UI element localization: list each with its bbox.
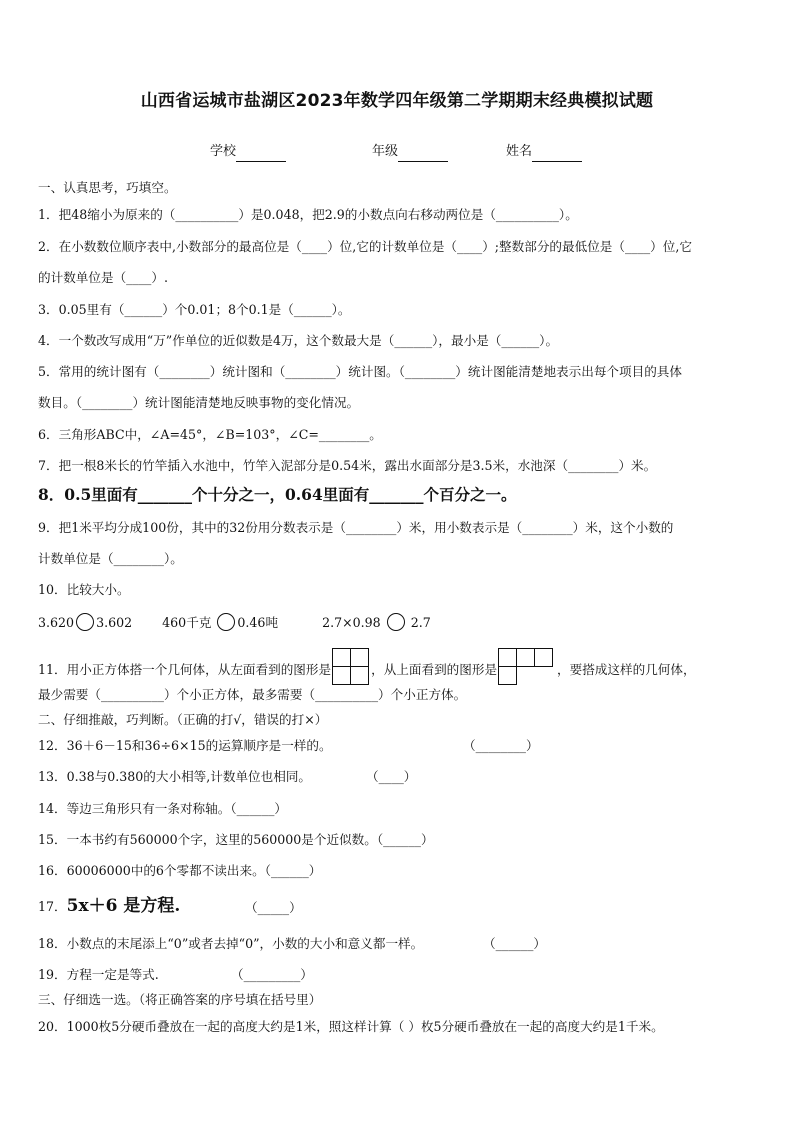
- question-12-text: 12．36＋6－15和36÷6×15的运算顺序是一样的。: [38, 738, 332, 753]
- question-2-line-1: 2．在小数数位顺序表中,小数部分的最高位是（____）位,它的计数单位是（____）;整数部分的最低位是（____）位,它: [38, 239, 692, 254]
- question-9-line-1: 9．把1米平均分成100份，其中的32份用分数表示是（________）米，用小数表示是（________）米，这个小数的: [38, 520, 674, 535]
- compare-a-left: 3.620: [38, 615, 75, 630]
- question-17-expression: 5x＋6 是方程.: [66, 896, 181, 916]
- name-field: [506, 140, 582, 162]
- school-field: [210, 140, 286, 162]
- compare-c-left: 2.7×0.98: [322, 615, 381, 630]
- question-11-part-1: 11．用小正方体搭一个几何体，从左面看到的图形是: [38, 662, 332, 677]
- question-11-part-3: ，要搭成这样的几何体，: [557, 662, 696, 677]
- question-2-line-2: 的计数单位是（____）.: [38, 270, 168, 285]
- question-13: [38, 769, 768, 785]
- question-18: [38, 936, 768, 952]
- question-17: [38, 898, 768, 915]
- section-1-heading: 一、认真思考，巧填空。: [38, 180, 177, 195]
- compare-c-circle[interactable]: [387, 613, 405, 631]
- question-11-line-1: [38, 648, 768, 686]
- compare-b-right: 0.46吨: [237, 615, 279, 630]
- question-17-answer[interactable]: （_____）: [245, 900, 302, 915]
- compare-a-right: 3.602: [96, 615, 133, 630]
- question-15: 15．一本书约有560000个字，这里的560000是个近似数。（______）: [38, 832, 434, 847]
- school-blank[interactable]: [236, 146, 286, 162]
- question-11-part-2: ，从上面看到的图形是: [371, 662, 498, 677]
- question-8: 8．0.5里面有_______个十分之一，0.64里面有_______个百分之一。: [38, 485, 517, 504]
- question-19-answer[interactable]: （_________）: [231, 967, 313, 982]
- question-14: 14．等边三角形只有一条对称轴。（______）: [38, 801, 288, 816]
- compare-b-circle[interactable]: [217, 613, 235, 631]
- school-label: 学校: [210, 144, 237, 159]
- question-5-line-2: 数目。（________）统计图能清楚地反映事物的变化情况。: [38, 395, 360, 410]
- page-title: 山西省运城市盐湖区2023年数学四年级第二学期期末经典模拟试题: [140, 91, 654, 111]
- question-13-text: 13．0.38与0.380的大小相等,计数单位也相同。: [38, 769, 312, 784]
- question-5-line-1: 5．常用的统计图有（________）统计图和（________）统计图。（________）统计图能清楚地表示出每个项目的具体: [38, 364, 682, 379]
- question-17-number: 17．: [38, 899, 67, 914]
- question-19: [38, 967, 768, 983]
- question-18-answer[interactable]: （______）: [483, 936, 546, 951]
- question-13-answer[interactable]: （____）: [366, 769, 417, 784]
- grade-label: 年级: [372, 144, 399, 159]
- section-2-heading: 二、仔细推敲，巧判断。（正确的打√，错误的打×）: [38, 712, 328, 727]
- question-10-items: [38, 613, 768, 631]
- question-1: 1．把48缩小为原来的（__________）是0.048，把2.9的小数点向右移动两位是（__________）。: [38, 207, 578, 222]
- question-11-line-2: 最少需要（__________）个小正方体，最多需要（__________）个小正方体。: [38, 687, 467, 702]
- question-18-text: 18．小数点的末尾添上“0”或者去掉“0”，小数的大小和意义都一样。: [38, 936, 424, 951]
- question-4: 4．一个数改写成用“万”作单位的近似数是4万，这个数最大是（______），最小是（______）。: [38, 333, 559, 348]
- question-16: 16．60006000中的6个零都不读出来。（______）: [38, 863, 322, 878]
- question-7: 7．把一根8米长的竹竿插入水池中，竹竿入泥部分是0.54米，露出水面部分是3.5米，水池深（________）米。: [38, 458, 657, 473]
- top-view-figure: [498, 648, 556, 686]
- question-10: 10．比较大小。: [38, 582, 130, 597]
- question-12-answer[interactable]: （________）: [463, 738, 539, 753]
- compare-b-left: 460千克: [162, 615, 212, 630]
- section-3-heading: 三、仔细选一选。（将正确答案的序号填在括号里）: [38, 992, 322, 1007]
- question-3: 3．0.05里有（______）个0.01；8个0.1是（______）。: [38, 302, 351, 317]
- question-12: [38, 738, 768, 754]
- question-9-line-2: 计数单位是（________）。: [38, 551, 183, 566]
- compare-c-right: 2.7: [410, 615, 431, 630]
- grade-blank[interactable]: [398, 146, 448, 162]
- question-6: 6．三角形ABC中，∠A=45°，∠B=103°，∠C=________。: [38, 427, 382, 442]
- question-20: 20．1000枚5分硬币叠放在一起的高度大约是1米，照这样计算（ ）枚5分硬币叠放在一起的高度大约是1千米。: [38, 1019, 664, 1034]
- question-19-text: 19．方程一定是等式.: [38, 967, 159, 982]
- grade-field: [372, 140, 448, 162]
- name-label: 姓名: [506, 144, 533, 159]
- name-blank[interactable]: [532, 146, 582, 162]
- left-view-figure: [332, 648, 370, 686]
- compare-a-circle[interactable]: [76, 613, 94, 631]
